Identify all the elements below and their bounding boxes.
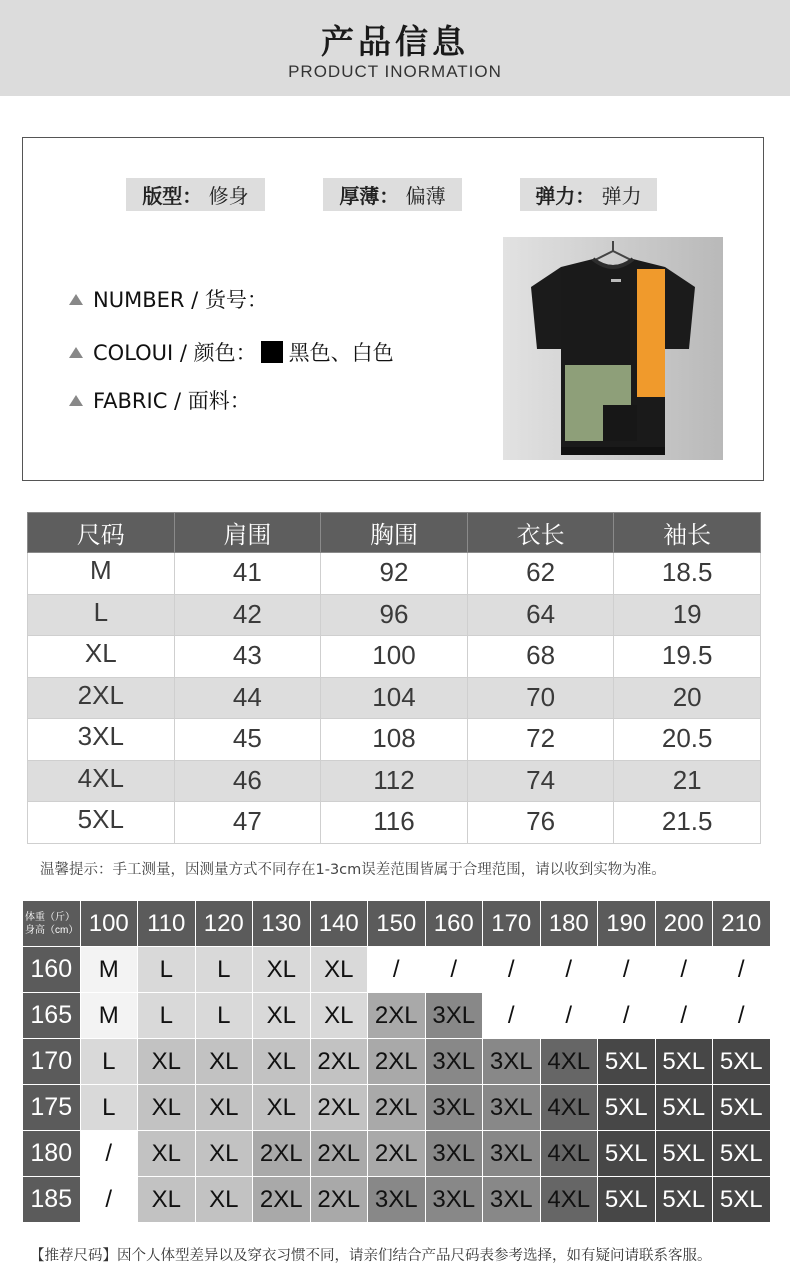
table-cell: M	[28, 553, 175, 595]
table-row	[28, 760, 761, 802]
attribute-elasticity	[520, 178, 657, 211]
attribute-value: 偏薄	[405, 184, 446, 208]
product-info-box	[22, 137, 764, 481]
recommend-grid	[22, 900, 771, 1223]
table-cell: 20.5	[614, 719, 761, 761]
table-cell: XL	[28, 636, 175, 678]
column-header: 衣长	[467, 513, 614, 553]
page-header	[0, 0, 790, 96]
table-cell: 21.5	[614, 802, 761, 844]
product-image	[503, 237, 723, 460]
spec-colour-value: 黑色、白色	[288, 341, 394, 365]
height-axis-label: 身高（cm）	[25, 924, 79, 936]
table-cell: 45	[174, 719, 321, 761]
table-cell: 112	[321, 760, 468, 802]
table-cell: 64	[467, 594, 614, 636]
size-cell: XL	[310, 993, 368, 1039]
size-cell: 4XL	[540, 1085, 598, 1131]
table-cell: 72	[467, 719, 614, 761]
size-cell: 5XL	[713, 1177, 771, 1223]
table-cell: 74	[467, 760, 614, 802]
weight-header: 160	[425, 901, 483, 947]
page-title: 产品信息	[321, 22, 469, 61]
table-cell: 108	[321, 719, 468, 761]
recommend-row	[23, 1131, 771, 1177]
size-cell: 2XL	[310, 1085, 368, 1131]
size-cell: /	[713, 993, 771, 1039]
weight-header: 150	[368, 901, 426, 947]
size-cell: XL	[138, 1085, 196, 1131]
weight-header: 210	[713, 901, 771, 947]
size-cell: 2XL	[368, 1085, 426, 1131]
table-cell: 44	[174, 677, 321, 719]
table-cell: 70	[467, 677, 614, 719]
weight-header: 200	[655, 901, 713, 947]
table-cell: 21	[614, 760, 761, 802]
recommend-row	[23, 993, 771, 1039]
size-cell: /	[80, 1177, 138, 1223]
size-cell: 2XL	[253, 1177, 311, 1223]
page-subtitle: PRODUCT INORMATION	[288, 62, 502, 81]
size-cell: /	[80, 1131, 138, 1177]
size-cell: XL	[138, 1131, 196, 1177]
table-cell: 19.5	[614, 636, 761, 678]
recommend-row	[23, 947, 771, 993]
table-cell: 20	[614, 677, 761, 719]
column-header: 尺码	[28, 513, 175, 553]
triangle-icon	[69, 347, 83, 358]
column-header: 肩围	[174, 513, 321, 553]
size-cell: 5XL	[598, 1177, 656, 1223]
table-cell: 96	[321, 594, 468, 636]
size-cell: 3XL	[368, 1177, 426, 1223]
table-row	[28, 636, 761, 678]
size-table	[27, 512, 761, 844]
table-cell: 42	[174, 594, 321, 636]
table-cell: L	[28, 594, 175, 636]
recommend-row	[23, 1177, 771, 1223]
table-cell: 76	[467, 802, 614, 844]
size-cell: 5XL	[598, 1085, 656, 1131]
size-cell: /	[655, 947, 713, 993]
height-header: 180	[23, 1131, 81, 1177]
size-cell: XL	[195, 1085, 253, 1131]
spec-colour	[69, 337, 394, 367]
size-cell: 5XL	[655, 1085, 713, 1131]
recommend-note: 【推荐尺码】因个人体型差异以及穿衣习惯不同，请亲们结合产品尺码表参考选择，如有疑问请联系客服。	[30, 1248, 712, 1264]
table-cell: 68	[467, 636, 614, 678]
table-row	[28, 677, 761, 719]
weight-header: 180	[540, 901, 598, 947]
size-cell: /	[540, 993, 598, 1039]
table-cell: 2XL	[28, 677, 175, 719]
size-cell: L	[138, 993, 196, 1039]
size-cell: 4XL	[540, 1131, 598, 1177]
size-cell: L	[80, 1039, 138, 1085]
size-table-header-row	[28, 513, 761, 553]
size-cell: 3XL	[425, 1085, 483, 1131]
height-header: 170	[23, 1039, 81, 1085]
weight-header: 140	[310, 901, 368, 947]
spec-fabric-label: FABRIC / 面料：	[93, 389, 251, 413]
table-cell: 43	[174, 636, 321, 678]
size-cell: L	[138, 947, 196, 993]
table-cell: 47	[174, 802, 321, 844]
size-cell: 3XL	[483, 1039, 541, 1085]
size-cell: L	[195, 993, 253, 1039]
size-cell: 5XL	[713, 1131, 771, 1177]
size-cell: XL	[253, 947, 311, 993]
table-cell: 104	[321, 677, 468, 719]
table-cell: 19	[614, 594, 761, 636]
table-cell: 41	[174, 553, 321, 595]
size-cell: 2XL	[368, 993, 426, 1039]
size-cell: 4XL	[540, 1177, 598, 1223]
recommend-row	[23, 1039, 771, 1085]
size-cell: /	[655, 993, 713, 1039]
spec-colour-label: COLOUI / 颜色：	[93, 341, 257, 365]
weight-header: 100	[80, 901, 138, 947]
height-header: 185	[23, 1177, 81, 1223]
size-cell: 3XL	[483, 1177, 541, 1223]
size-cell: /	[598, 993, 656, 1039]
weight-header: 120	[195, 901, 253, 947]
size-cell: L	[80, 1085, 138, 1131]
table-cell: 18.5	[614, 553, 761, 595]
table-cell: 92	[321, 553, 468, 595]
size-cell: XL	[195, 1039, 253, 1085]
attribute-thickness	[323, 178, 462, 211]
size-cell: 2XL	[310, 1039, 368, 1085]
size-cell: 2XL	[310, 1177, 368, 1223]
size-cell: 3XL	[425, 993, 483, 1039]
size-cell: 3XL	[425, 1039, 483, 1085]
attribute-key: 弹力：	[535, 184, 596, 208]
table-cell: 4XL	[28, 760, 175, 802]
attribute-value: 弹力	[601, 184, 642, 208]
height-header: 160	[23, 947, 81, 993]
size-cell: 3XL	[483, 1131, 541, 1177]
size-cell: L	[195, 947, 253, 993]
attribute-value: 修身	[208, 184, 249, 208]
size-cell: XL	[253, 1085, 311, 1131]
weight-header: 170	[483, 901, 541, 947]
size-cell: 5XL	[655, 1131, 713, 1177]
size-cell: 5XL	[713, 1085, 771, 1131]
size-cell: /	[713, 947, 771, 993]
spec-number-label: NUMBER / 货号：	[93, 288, 268, 312]
size-cell: 4XL	[540, 1039, 598, 1085]
size-cell: 5XL	[713, 1039, 771, 1085]
height-header: 165	[23, 993, 81, 1039]
table-cell: 100	[321, 636, 468, 678]
height-header: 175	[23, 1085, 81, 1131]
table-cell: 46	[174, 760, 321, 802]
table-row	[28, 802, 761, 844]
size-cell: 3XL	[425, 1177, 483, 1223]
size-cell: 5XL	[655, 1177, 713, 1223]
size-cell: XL	[253, 1039, 311, 1085]
size-cell: XL	[138, 1177, 196, 1223]
size-cell: M	[80, 993, 138, 1039]
recommend-row	[23, 1085, 771, 1131]
weight-header: 190	[598, 901, 656, 947]
size-cell: /	[483, 947, 541, 993]
size-cell: XL	[310, 947, 368, 993]
size-cell: /	[425, 947, 483, 993]
table-row	[28, 553, 761, 595]
column-header: 胸围	[321, 513, 468, 553]
size-cell: XL	[253, 993, 311, 1039]
size-cell: 3XL	[425, 1131, 483, 1177]
measure-note: 温馨提示：手工测量，因测量方式不同存在1-3cm误差范围皆属于合理范围，请以收到实物为准。	[40, 862, 666, 878]
attribute-key: 厚薄：	[339, 184, 400, 208]
weight-header: 110	[138, 901, 196, 947]
size-cell: XL	[195, 1131, 253, 1177]
recommend-header-row	[23, 901, 771, 947]
size-cell: 2XL	[253, 1131, 311, 1177]
size-cell: 5XL	[598, 1131, 656, 1177]
table-cell: 5XL	[28, 802, 175, 844]
size-cell: 3XL	[483, 1085, 541, 1131]
table-cell: 116	[321, 802, 468, 844]
spec-number	[69, 284, 268, 314]
table-cell: 3XL	[28, 719, 175, 761]
table-cell: 62	[467, 553, 614, 595]
size-cell: XL	[195, 1177, 253, 1223]
weight-axis-label: 体重（斤）	[25, 911, 75, 923]
size-cell: /	[483, 993, 541, 1039]
size-cell: XL	[138, 1039, 196, 1085]
size-cell: 2XL	[368, 1039, 426, 1085]
size-cell: /	[598, 947, 656, 993]
size-cell: 2XL	[310, 1131, 368, 1177]
size-cell: 2XL	[368, 1131, 426, 1177]
triangle-icon	[69, 294, 83, 305]
size-cell: M	[80, 947, 138, 993]
attribute-fit	[126, 178, 265, 211]
size-cell: 5XL	[655, 1039, 713, 1085]
recommend-corner	[23, 901, 81, 947]
triangle-icon	[69, 395, 83, 406]
size-cell: /	[368, 947, 426, 993]
table-row	[28, 594, 761, 636]
attribute-key: 版型：	[142, 184, 203, 208]
table-row	[28, 719, 761, 761]
size-cell: 5XL	[598, 1039, 656, 1085]
tshirt-icon	[503, 237, 723, 460]
weight-header: 130	[253, 901, 311, 947]
size-cell: /	[540, 947, 598, 993]
column-header: 袖长	[614, 513, 761, 553]
spec-fabric	[69, 385, 251, 415]
black-swatch-icon	[261, 341, 283, 363]
